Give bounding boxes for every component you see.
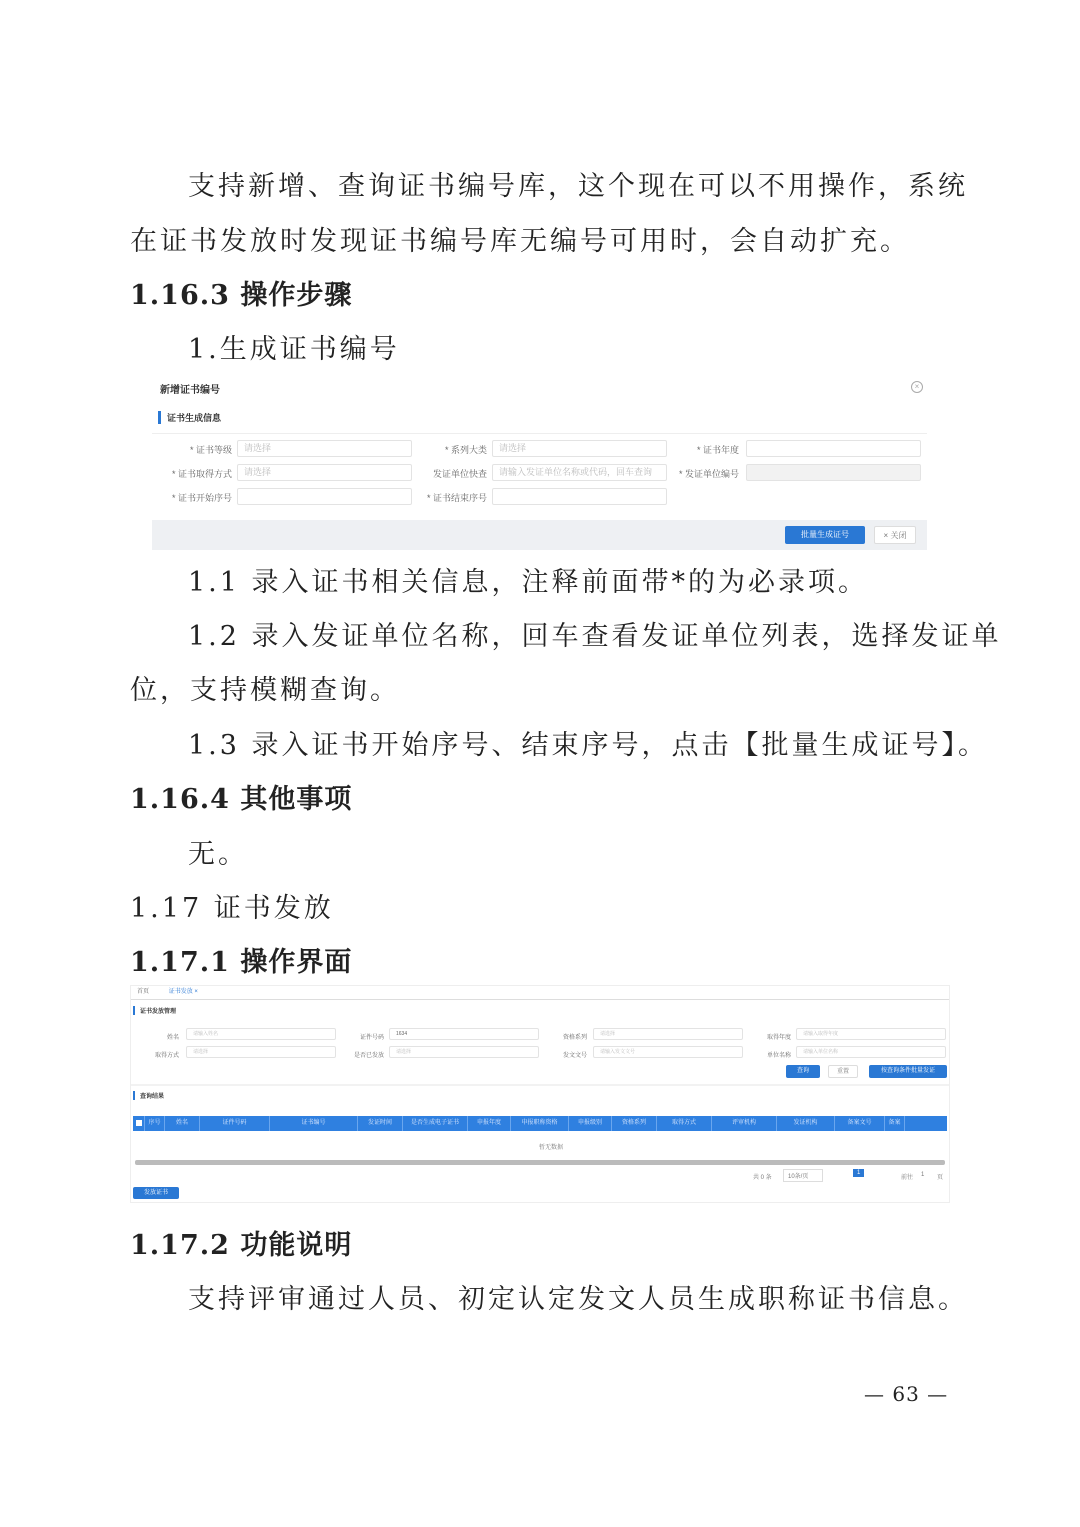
paragraph: 在证书发放时发现证书编号库无编号可用时，会自动扩充。 — [130, 226, 910, 257]
cert-level-select[interactable]: 请选择 — [237, 440, 412, 457]
paragraph: 支持评审通过人员、初定认定发文人员生成职称证书信息。 — [188, 1284, 968, 1315]
field-label: * 证书等级 — [189, 445, 232, 455]
field-label: 证件号码 — [359, 1035, 384, 1041]
column-header: 证书编号 — [270, 1116, 358, 1131]
cert-year-input[interactable] — [746, 440, 921, 457]
paragraph: 1.3 录入证书开始序号、结束序号，点击【批量生成证号】。 — [188, 730, 989, 761]
goto-label: 前往 — [901, 1175, 914, 1181]
page-size-select[interactable]: 10条/页 — [783, 1169, 823, 1182]
name-input[interactable]: 请输入姓名 — [186, 1028, 336, 1040]
page-suffix: 页 — [937, 1175, 944, 1181]
column-header: 发证时间 — [358, 1116, 403, 1131]
column-header: 申报级别 — [569, 1116, 612, 1131]
close-icon[interactable]: × — [911, 381, 923, 393]
column-header: 发证机构 — [777, 1116, 835, 1131]
paragraph: 支持新增、查询证书编号库，这个现在可以不用操作，系统 — [188, 171, 968, 202]
column-header: 申报年度 — [468, 1116, 511, 1131]
field-label: * 证书取得方式 — [171, 469, 232, 479]
id-number-input[interactable]: 1634 — [389, 1028, 539, 1040]
series-select[interactable]: 请选择 — [492, 440, 667, 457]
field-label: 取得年度 — [766, 1035, 791, 1041]
column-header: 证件号码 — [200, 1116, 270, 1131]
page-number: — 63 — — [864, 1382, 949, 1406]
heading: 1.16.4 其他事项 — [130, 784, 353, 815]
field-label: 发证单位快查 — [432, 469, 487, 479]
column-header: 备案文号 — [835, 1116, 885, 1131]
heading: 1.16.3 操作步骤 — [130, 280, 353, 311]
cert-issue-screenshot — [130, 985, 950, 1203]
issuer-search-input[interactable]: 请输入发证单位名称或代码，回车查询 — [492, 464, 667, 481]
field-label: * 证书结束序号 — [426, 493, 487, 503]
column-header: 取得方式 — [657, 1116, 712, 1131]
results-title: 查询结果 — [133, 1091, 164, 1100]
add-cert-number-dialog-screenshot — [152, 375, 927, 550]
paragraph: 1.1 录入证书相关信息，注释前面带*的为必录项。 — [188, 567, 869, 598]
reset-button[interactable]: 重置 — [828, 1065, 858, 1078]
start-serial-input[interactable] — [237, 488, 412, 505]
heading: 1.17.2 功能说明 — [130, 1230, 353, 1261]
field-label: * 系列大类 — [444, 445, 487, 455]
column-header: 资格系列 — [612, 1116, 657, 1131]
issuer-code-input — [746, 464, 921, 481]
field-label: 发文文号 — [562, 1053, 587, 1059]
field-label: 资格系列 — [562, 1035, 587, 1041]
field-label: 是否已发放 — [353, 1053, 384, 1059]
field-label: 单位名称 — [766, 1053, 791, 1059]
column-header: 序号 — [145, 1116, 165, 1131]
select-all-checkbox[interactable] — [133, 1116, 145, 1131]
series-select[interactable]: 请选择 — [593, 1028, 743, 1040]
column-header: 备案 — [885, 1116, 905, 1131]
page-1-button[interactable]: 1 — [853, 1169, 864, 1177]
horizontal-scrollbar[interactable] — [135, 1160, 945, 1165]
tab-cert-issue[interactable]: 证书发放 × — [168, 989, 198, 995]
end-serial-input[interactable] — [492, 488, 667, 505]
field-label: 姓名 — [166, 1035, 179, 1041]
field-label: * 发证单位编号 — [678, 469, 739, 479]
issued-select[interactable]: 请选择 — [389, 1046, 539, 1058]
dialog-footer — [152, 520, 927, 550]
batch-generate-button[interactable]: 批量生成证号 — [785, 526, 865, 544]
column-header: 申报职称资格 — [511, 1116, 569, 1131]
results-table-header — [133, 1116, 947, 1131]
paragraph: 1.生成证书编号 — [188, 334, 400, 365]
year-input[interactable]: 请输入取得年度 — [796, 1028, 946, 1040]
section-title: 证书发放管理 — [133, 1006, 176, 1015]
breadcrumb — [131, 986, 949, 1000]
column-header: 姓名 — [165, 1116, 200, 1131]
breadcrumb-home[interactable]: 首页 — [137, 989, 150, 995]
doc-number-input[interactable]: 请输入发文文号 — [593, 1046, 743, 1058]
field-label: * 证书开始序号 — [171, 493, 232, 503]
field-label: * 证书年度 — [696, 445, 739, 455]
section-title: 证书生成信息 — [158, 411, 221, 424]
goto-input[interactable]: 1 — [921, 1172, 925, 1178]
heading: 1.17.1 操作界面 — [130, 947, 353, 978]
dialog-title: 新增证书编号 — [160, 385, 220, 396]
batch-issue-button[interactable]: 按查询条件批量发证 — [869, 1065, 947, 1078]
empty-text: 暂无数据 — [539, 1145, 564, 1151]
method-select[interactable]: 请选择 — [186, 1046, 336, 1058]
obtain-method-select[interactable]: 请选择 — [237, 464, 412, 481]
close-button[interactable]: × 关闭 — [874, 526, 916, 544]
paragraph: 1.2 录入发证单位名称，回车查看发证单位列表，选择发证单 — [188, 621, 1002, 652]
issue-cert-button[interactable]: 发放证书 — [133, 1187, 179, 1199]
total-count: 共 0 条 — [753, 1175, 772, 1181]
paragraph: 无。 — [188, 839, 248, 870]
column-header: 是否生成电子证书 — [403, 1116, 468, 1131]
unit-name-input[interactable]: 请输入单位名称 — [796, 1046, 946, 1058]
paragraph: 位，支持模糊查询。 — [130, 675, 400, 706]
heading: 1.17 证书发放 — [130, 893, 334, 924]
field-label: 取得方式 — [154, 1053, 179, 1059]
search-button[interactable]: 查询 — [786, 1065, 820, 1078]
column-header: 评审机构 — [712, 1116, 777, 1131]
